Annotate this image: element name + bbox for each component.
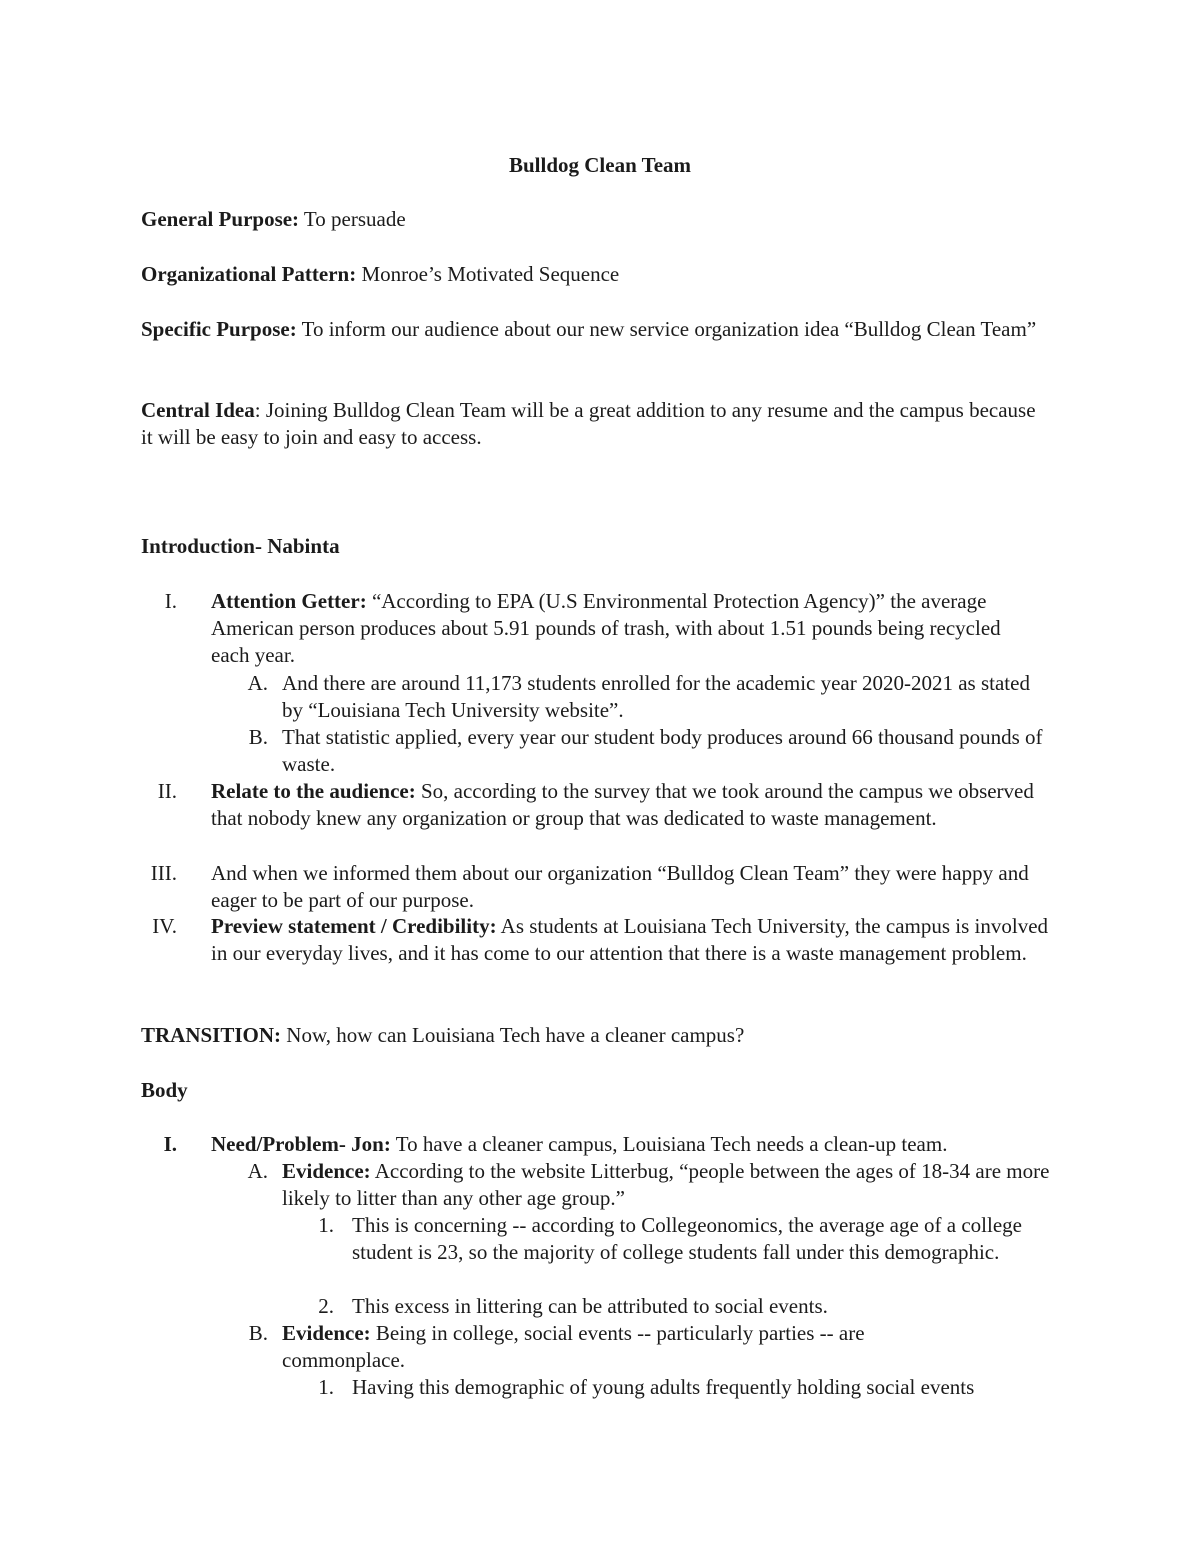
outline-marker: IV. (152, 914, 177, 938)
outline-item-informed: And when we informed them about our organization “Bulldog Clean Team” they were happy and eager to be part of our purpose. (211, 861, 1029, 912)
item-text: Being in college, social events -- particularly parties -- are commonplace. (282, 1321, 865, 1372)
outline-item-waste-statistic: That statistic applied, every year our student body produces around 66 thousand pounds of waste. (282, 725, 1043, 776)
outline-item-collegeonomics: This is concerning -- according to Collegeonomics, the average age of a college student is 23, so the majority of college students fall under this demographic. (352, 1213, 1022, 1264)
org-pattern-label: Organizational Pattern: (141, 262, 357, 286)
outline-item-evidence-college (282, 1320, 982, 1374)
outline-marker: B. (248, 725, 268, 749)
item-text: As students at Louisiana Tech University, the campus is involved in our everyday lives, and it has come to our attention that there is a waste management problem. (211, 914, 1049, 965)
document-title: Bulldog Clean Team (508, 153, 692, 177)
transition-text: Now, how can Louisiana Tech have a cleaner campus? (281, 1023, 745, 1047)
item-text: According to the website Litterbug, “people between the ages of 18-34 are more likely to litter than any other age group.” (282, 1159, 1050, 1210)
item-label: Evidence: (282, 1159, 371, 1183)
outline-marker: B. (248, 1321, 268, 1345)
outline-marker: 1. (318, 1375, 334, 1399)
item-label: Evidence: (282, 1321, 371, 1345)
body-heading: Body (141, 1078, 188, 1102)
item-label: Relate to the audience: (211, 779, 416, 803)
outline-marker: 1. (318, 1213, 334, 1237)
item-text: “According to EPA (U.S Environmental Protection Agency)” the average American person produces about 5.91 pounds of trash, with about 1.51 pounds being recycled each year. (211, 589, 1001, 667)
organizational-pattern (141, 261, 1041, 288)
outline-marker: 2. (318, 1294, 334, 1318)
specific-purpose-text: To inform our audience about our new service organization idea “Bulldog Clean Team” (296, 317, 1037, 341)
item-text: To have a cleaner campus, Louisiana Tech needs a clean-up team. (390, 1132, 948, 1156)
general-purpose-text: To persuade (299, 207, 406, 231)
outline-item-evidence-litterbug (282, 1158, 1057, 1212)
outline-item-social-events: This excess in littering can be attributed to social events. (352, 1294, 828, 1318)
outline-marker: I. (163, 1132, 177, 1156)
outline-item-student-count: And there are around 11,173 students enrolled for the academic year 2020-2021 as stated by “Louisiana Tech University website”. (282, 671, 1030, 722)
outline-marker: I. (164, 589, 177, 613)
general-purpose-label: General Purpose: (141, 207, 300, 231)
transition (141, 1022, 1041, 1049)
outline-marker: A. (247, 671, 268, 695)
outline-item-preview-statement (211, 913, 1051, 967)
item-label: Need/Problem- Jon: (211, 1132, 391, 1156)
outline-marker: II. (157, 779, 177, 803)
org-pattern-text: Monroe’s Motivated Sequence (356, 262, 620, 286)
outline-item-attention-getter (211, 588, 1041, 669)
general-purpose (141, 206, 1041, 233)
specific-purpose-label: Specific Purpose: (141, 317, 297, 341)
outline-item-need-problem (211, 1131, 1061, 1158)
outline-item-demographic: Having this demographic of young adults frequently holding social events (352, 1375, 975, 1399)
item-text: So, according to the survey that we took around the campus we observed that nobody knew any organization or group that was dedicated to waste management. (211, 779, 1034, 830)
item-label: Preview statement / Credibility: (211, 914, 497, 938)
central-idea-label: Central Idea (141, 398, 255, 422)
central-idea (141, 397, 1041, 451)
item-label: Attention Getter: (211, 589, 367, 613)
central-idea-text: : Joining Bulldog Clean Team will be a great addition to any resume and the campus because it will be easy to join and easy to access. (141, 398, 1036, 449)
specific-purpose (141, 316, 1041, 343)
transition-label: TRANSITION: (141, 1023, 282, 1047)
outline-item-relate-audience (211, 778, 1061, 832)
introduction-heading: Introduction- Nabinta (141, 534, 340, 558)
outline-marker: A. (247, 1159, 268, 1183)
outline-marker: III. (150, 861, 177, 885)
